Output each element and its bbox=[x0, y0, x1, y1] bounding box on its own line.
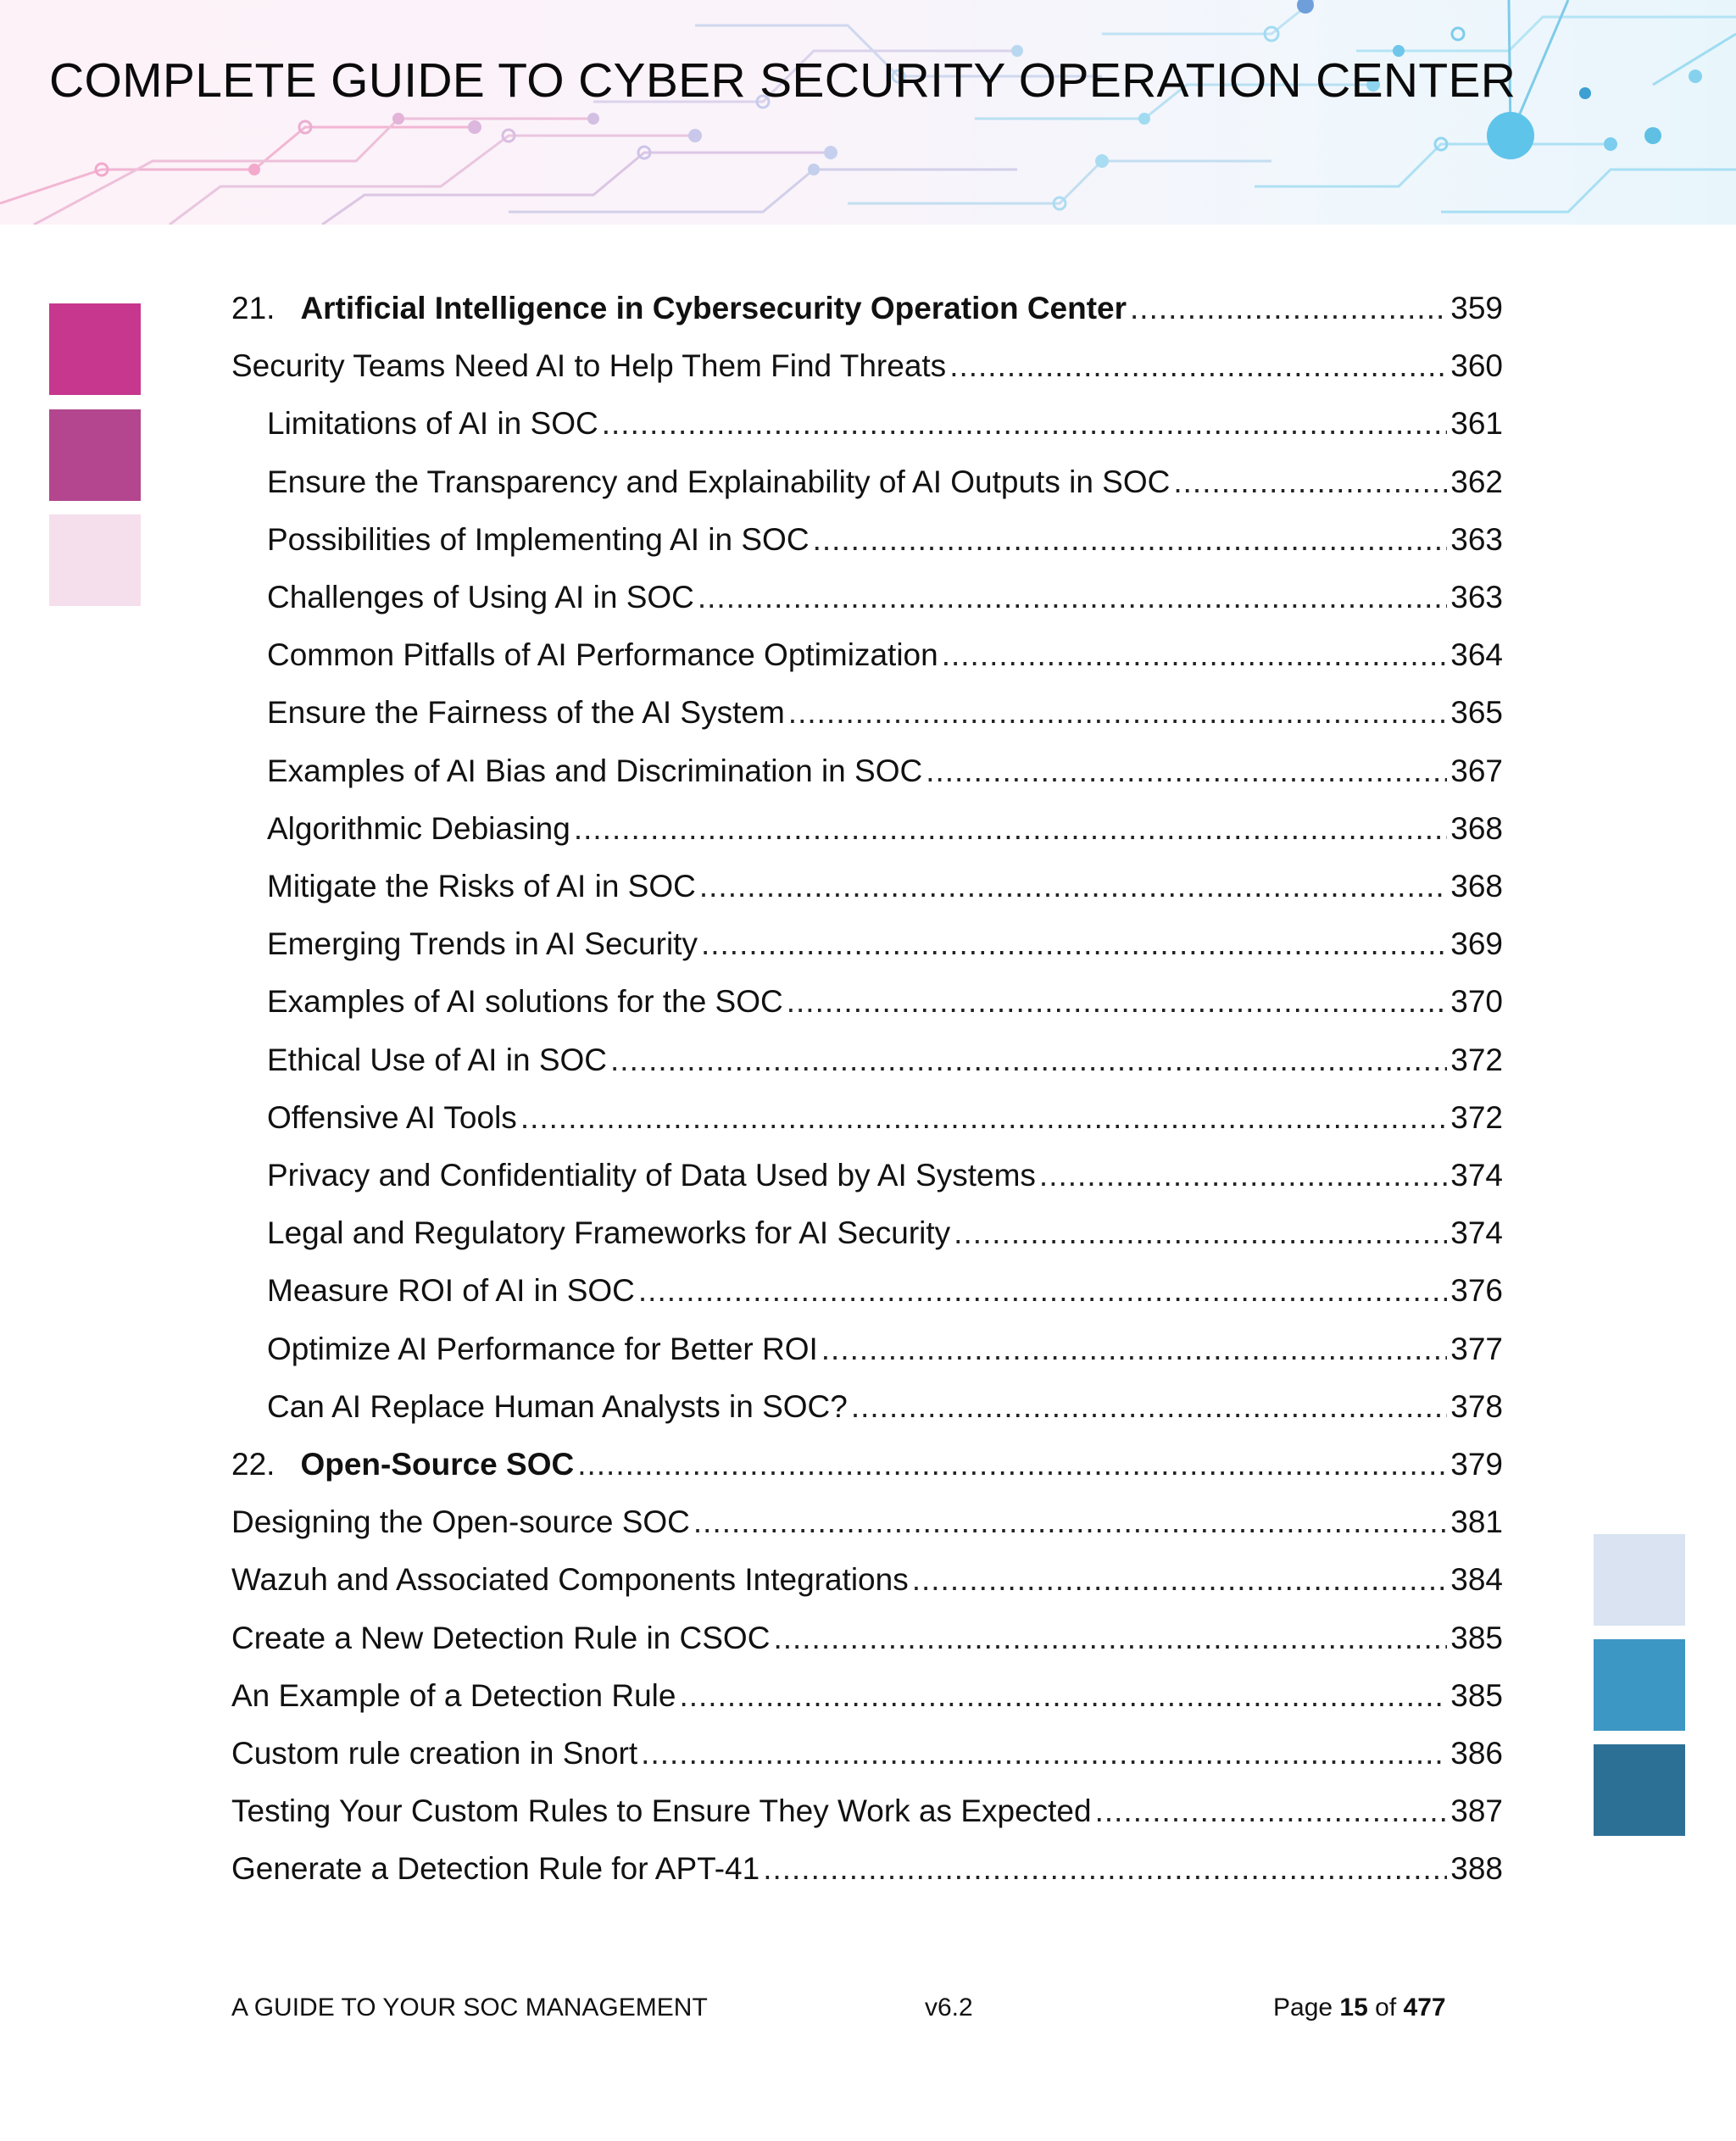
footer-page-total: 477 bbox=[1403, 1994, 1446, 2021]
toc-entry[interactable] bbox=[231, 1610, 1503, 1667]
footer-page-number bbox=[1273, 1994, 1446, 2022]
toc-entry-title: Common Pitfalls of AI Performance Optimization bbox=[267, 637, 938, 673]
toc-page-number: 372 bbox=[1450, 1042, 1503, 1077]
toc-dot-leader bbox=[942, 626, 1448, 684]
footer-document-name: A GUIDE TO YOUR SOC MANAGEMENT bbox=[231, 1994, 708, 2021]
toc-dot-leader bbox=[577, 1436, 1447, 1493]
toc-entry-title: Ensure the Transparency and Explainability of AI Outputs in SOC bbox=[267, 464, 1171, 499]
toc-entry[interactable] bbox=[267, 915, 1503, 973]
toc-dot-leader bbox=[638, 1262, 1447, 1320]
footer-page-of: of bbox=[1375, 1994, 1397, 2021]
toc-entry[interactable] bbox=[267, 511, 1503, 569]
toc-dot-leader bbox=[699, 858, 1447, 915]
toc-dot-leader bbox=[954, 1204, 1447, 1262]
toc-entry[interactable] bbox=[267, 858, 1503, 915]
toc-entry-title: Offensive AI Tools bbox=[267, 1099, 517, 1135]
toc-dot-leader bbox=[1173, 453, 1447, 511]
toc-entry[interactable] bbox=[231, 1725, 1503, 1782]
toc-dot-leader bbox=[693, 1493, 1447, 1551]
toc-entry[interactable] bbox=[267, 1378, 1503, 1436]
toc-entry[interactable] bbox=[267, 973, 1503, 1031]
toc-entry-title: Generate a Detection Rule for APT-41 bbox=[231, 1851, 760, 1887]
toc-entry-title: Security Teams Need AI to Help Them Find Threats bbox=[231, 348, 947, 384]
toc-entry[interactable] bbox=[267, 626, 1503, 684]
toc-page-number: 359 bbox=[1450, 291, 1503, 325]
toc-entry-title: Testing Your Custom Rules to Ensure They Work as Expected bbox=[231, 1793, 1092, 1829]
footer-version: v6.2 bbox=[925, 1994, 973, 2021]
toc-page-number: 385 bbox=[1450, 1677, 1503, 1713]
toc-entry[interactable] bbox=[267, 800, 1503, 858]
toc-page-number: 360 bbox=[1450, 348, 1503, 384]
toc-dot-leader bbox=[520, 1089, 1447, 1147]
toc-page-number: 367 bbox=[1450, 753, 1503, 788]
toc-entry-title: Custom rule creation in Snort bbox=[231, 1736, 638, 1771]
footer-page-current: 15 bbox=[1339, 1994, 1368, 2021]
toc-page-number: 376 bbox=[1450, 1273, 1503, 1309]
toc-entry-title: Artificial Intelligence in Cybersecurity Operation Center bbox=[300, 291, 1127, 325]
toc-entry[interactable] bbox=[267, 1089, 1503, 1147]
toc-dot-leader bbox=[1095, 1782, 1448, 1840]
toc-page-number: 370 bbox=[1450, 984, 1503, 1020]
toc-page-number: 369 bbox=[1450, 926, 1503, 962]
toc-page-number: 374 bbox=[1450, 1158, 1503, 1193]
toc-page-number: 365 bbox=[1450, 695, 1503, 731]
toc-entry-title: Optimize AI Performance for Better ROI bbox=[267, 1331, 818, 1366]
toc-entry-title: Legal and Regulatory Frameworks for AI Security bbox=[267, 1215, 951, 1251]
toc-chapter-number: 22. bbox=[231, 1447, 275, 1482]
document-title: COMPLETE GUIDE TO CYBER SECURITY OPERATION CENTER bbox=[49, 53, 1516, 108]
toc-entry-title: Ensure the Fairness of the AI System bbox=[267, 695, 785, 731]
toc-entry-title: Limitations of AI in SOC bbox=[267, 406, 598, 442]
toc-dot-leader bbox=[926, 742, 1447, 800]
toc-page-number: 363 bbox=[1450, 580, 1503, 614]
toc-entry[interactable] bbox=[267, 395, 1503, 453]
toc-page-number: 374 bbox=[1450, 1215, 1503, 1251]
toc-entry-title: Possibilities of Implementing AI in SOC bbox=[267, 521, 810, 557]
toc-dot-leader bbox=[773, 1610, 1447, 1667]
toc-entry-title: Ethical Use of AI in SOC bbox=[267, 1042, 608, 1077]
toc-entry[interactable] bbox=[267, 1262, 1503, 1320]
right-color-swatch-2 bbox=[1594, 1639, 1685, 1731]
toc-dot-leader bbox=[821, 1321, 1447, 1378]
toc-dot-leader bbox=[787, 973, 1448, 1031]
toc-page-number: 384 bbox=[1450, 1562, 1503, 1598]
left-color-swatch-1 bbox=[49, 303, 141, 395]
toc-entry-title: Open-Source SOC bbox=[300, 1447, 575, 1482]
toc-page-number: 362 bbox=[1450, 464, 1503, 499]
toc-page-number: 387 bbox=[1450, 1793, 1503, 1829]
toc-page-number: 388 bbox=[1450, 1851, 1503, 1887]
toc-page-number: 377 bbox=[1450, 1331, 1503, 1366]
left-color-swatch-2 bbox=[49, 409, 141, 501]
toc-dot-leader bbox=[602, 395, 1448, 453]
toc-dot-leader bbox=[949, 337, 1447, 395]
toc-dot-leader bbox=[1039, 1147, 1447, 1204]
toc-entry[interactable] bbox=[267, 742, 1503, 800]
toc-dot-leader bbox=[610, 1032, 1447, 1089]
toc-page-number: 364 bbox=[1450, 637, 1503, 673]
toc-dot-leader bbox=[574, 800, 1447, 858]
toc-entry[interactable] bbox=[267, 1321, 1503, 1378]
toc-chapter-entry[interactable] bbox=[231, 280, 1503, 337]
toc-entry-title: Examples of AI Bias and Discrimination in SOC bbox=[267, 753, 923, 788]
right-color-swatch-3 bbox=[1594, 1744, 1685, 1836]
toc-entry[interactable] bbox=[267, 684, 1503, 742]
toc-page-number: 381 bbox=[1450, 1504, 1503, 1540]
toc-dot-leader bbox=[851, 1378, 1447, 1436]
toc-entry[interactable] bbox=[231, 1551, 1503, 1609]
circuit-pattern-decoration bbox=[0, 0, 1736, 225]
toc-page-number: 385 bbox=[1450, 1620, 1503, 1655]
toc-page-number: 361 bbox=[1450, 406, 1503, 442]
toc-chapter-number: 21. bbox=[231, 291, 275, 325]
footer-page-label: Page bbox=[1273, 1994, 1333, 2021]
toc-page-number: 372 bbox=[1450, 1099, 1503, 1135]
toc-dot-leader bbox=[679, 1667, 1447, 1725]
toc-entry-title: Examples of AI solutions for the SOC bbox=[267, 984, 783, 1020]
toc-entry-title: Can AI Replace Human Analysts in SOC? bbox=[267, 1388, 848, 1424]
toc-dot-leader bbox=[813, 511, 1448, 569]
toc-entry[interactable] bbox=[267, 453, 1503, 511]
toc-entry-title: Mitigate the Risks of AI in SOC bbox=[267, 869, 696, 904]
toc-entry[interactable] bbox=[231, 1667, 1503, 1725]
toc-dot-leader bbox=[788, 684, 1447, 742]
toc-dot-leader bbox=[912, 1551, 1448, 1609]
toc-page-number: 368 bbox=[1450, 869, 1503, 904]
toc-entry-title: Algorithmic Debiasing bbox=[267, 810, 570, 846]
toc-entry[interactable] bbox=[231, 337, 1503, 395]
toc-page-number: 363 bbox=[1450, 521, 1503, 557]
right-color-swatch-1 bbox=[1594, 1534, 1685, 1626]
toc-entry-title: Challenges of Using AI in SOC bbox=[267, 580, 694, 614]
toc-chapter-entry[interactable] bbox=[231, 1436, 1503, 1493]
toc-entry[interactable] bbox=[231, 1493, 1503, 1551]
toc-dot-leader bbox=[1130, 280, 1447, 337]
toc-entry[interactable] bbox=[231, 1840, 1503, 1898]
header-banner bbox=[0, 0, 1736, 225]
toc-entry-title: Wazuh and Associated Components Integrations bbox=[231, 1562, 909, 1598]
toc-page-number: 386 bbox=[1450, 1736, 1503, 1771]
toc-entry[interactable] bbox=[267, 1204, 1503, 1262]
toc-dot-leader bbox=[698, 569, 1447, 626]
toc-entry-title: Designing the Open-source SOC bbox=[231, 1504, 690, 1540]
toc-entry-title: An Example of a Detection Rule bbox=[231, 1677, 676, 1713]
toc-entry-title: Measure ROI of AI in SOC bbox=[267, 1273, 635, 1309]
toc-entry[interactable] bbox=[267, 569, 1503, 626]
toc-dot-leader bbox=[763, 1840, 1447, 1898]
toc-entry-title: Privacy and Confidentiality of Data Used by AI Systems bbox=[267, 1158, 1036, 1193]
toc-entry[interactable] bbox=[267, 1032, 1503, 1089]
toc-page-number: 379 bbox=[1450, 1447, 1503, 1482]
toc-page-number: 378 bbox=[1450, 1388, 1503, 1424]
left-color-swatch-3 bbox=[49, 514, 141, 606]
toc-dot-leader bbox=[701, 915, 1447, 973]
toc-entry-title: Emerging Trends in AI Security bbox=[267, 926, 698, 962]
toc-dot-leader bbox=[641, 1725, 1447, 1782]
toc-page-number: 368 bbox=[1450, 810, 1503, 846]
toc-entry-title: Create a New Detection Rule in CSOC bbox=[231, 1620, 771, 1655]
toc-entry[interactable] bbox=[267, 1147, 1503, 1204]
toc-entry[interactable] bbox=[231, 1782, 1503, 1840]
